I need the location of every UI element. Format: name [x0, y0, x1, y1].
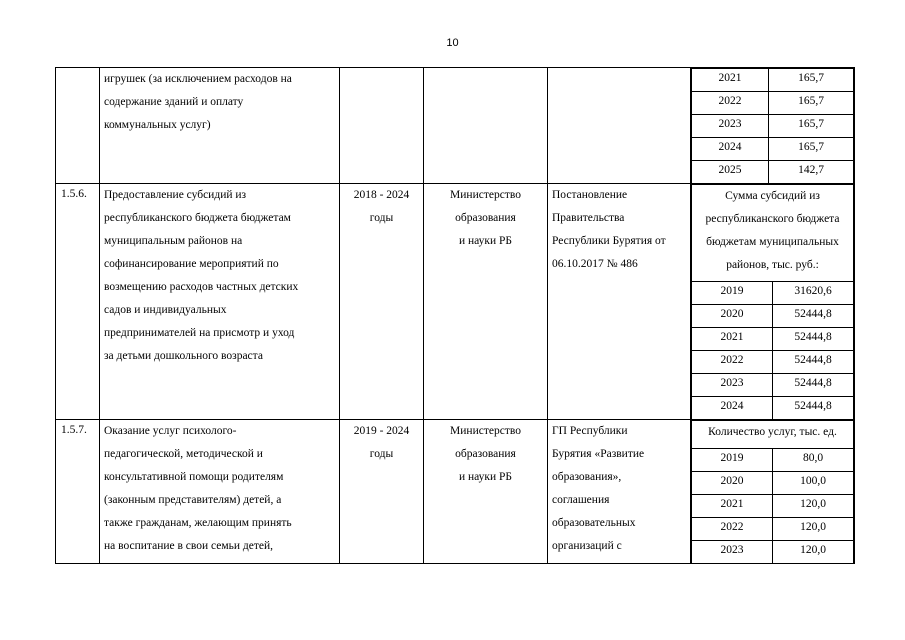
value-year: 2021 — [692, 328, 773, 351]
value-amount: 165,7 — [769, 69, 854, 92]
description-line: предпринимателей на присмотр и уход — [104, 327, 295, 339]
description-line: садов и индивидуальных — [104, 304, 227, 316]
value-row — [692, 397, 854, 420]
description-line: за детьми дошкольного возраста — [104, 350, 263, 362]
value-row — [692, 328, 854, 351]
value-amount: 100,0 — [773, 472, 854, 495]
description-line: содержание зданий и оплату — [104, 96, 244, 108]
value-row — [692, 472, 854, 495]
value-year: 2022 — [692, 351, 773, 374]
value-year: 2023 — [692, 541, 773, 564]
value-row — [692, 495, 854, 518]
period-line: годы — [369, 448, 394, 460]
values-header-line: Сумма субсидий из — [725, 190, 820, 202]
executor-line: образования — [455, 448, 516, 460]
indicator-values — [691, 420, 855, 564]
values-header-line: республиканского бюджета — [705, 213, 840, 225]
value-amount: 165,7 — [769, 92, 854, 115]
value-year: 2020 — [692, 472, 773, 495]
values-table — [691, 420, 854, 563]
document-line: Постановление — [552, 189, 628, 201]
document-line: 06.10.2017 № 486 — [552, 258, 638, 270]
description-line: муниципальным районов на — [104, 235, 243, 247]
value-row — [692, 161, 854, 184]
values-table — [691, 68, 854, 183]
value-year: 2022 — [692, 92, 769, 115]
responsible-executor — [424, 420, 548, 564]
legal-document — [548, 420, 691, 564]
measure-description — [100, 68, 340, 184]
document-line: Бурятия «Развитие — [552, 448, 645, 460]
measure-description — [100, 420, 340, 564]
executor-line: образования — [455, 212, 516, 224]
value-year: 2022 — [692, 518, 773, 541]
values-header-line: Количество услуг, тыс. ед. — [708, 426, 837, 438]
document-line: соглашения — [552, 494, 610, 506]
description-line: коммунальных услуг) — [104, 119, 211, 131]
document-line: ГП Республики — [552, 425, 628, 437]
document-line: Республики Бурятия от — [552, 235, 666, 247]
measures-table — [55, 67, 855, 564]
description-line: Предоставление субсидий из — [104, 189, 247, 201]
document-line: организаций с — [552, 540, 622, 552]
value-amount: 31620,6 — [773, 282, 854, 305]
value-year: 2023 — [692, 374, 773, 397]
value-amount: 142,7 — [769, 161, 854, 184]
description-line: Оказание услуг психолого- — [104, 425, 237, 437]
value-amount: 80,0 — [773, 449, 854, 472]
value-row — [692, 518, 854, 541]
value-amount: 52444,8 — [773, 328, 854, 351]
value-row — [692, 115, 854, 138]
value-year: 2020 — [692, 305, 773, 328]
value-row — [692, 138, 854, 161]
row-number — [56, 68, 100, 184]
value-year: 2023 — [692, 115, 769, 138]
value-amount: 120,0 — [773, 495, 854, 518]
description-line: педагогической, методической и — [104, 448, 263, 460]
description-line: на воспитание в свои семьи детей, — [104, 540, 274, 552]
value-amount: 52444,8 — [773, 351, 854, 374]
value-year: 2021 — [692, 69, 769, 92]
value-year: 2019 — [692, 449, 773, 472]
value-amount: 52444,8 — [773, 305, 854, 328]
value-amount: 120,0 — [773, 541, 854, 564]
executor-line: Министерство — [450, 425, 521, 437]
executor-line: Министерство — [450, 189, 521, 201]
description-line: республиканского бюджета бюджетам — [104, 212, 291, 224]
table-row — [56, 420, 855, 564]
implementation-period — [340, 184, 424, 420]
description-line: игрушек (за исключением расходов на — [104, 73, 292, 85]
value-row — [692, 305, 854, 328]
legal-document — [548, 184, 691, 420]
value-row — [692, 449, 854, 472]
indicator-values — [691, 184, 855, 420]
value-row — [692, 69, 854, 92]
value-amount: 165,7 — [769, 138, 854, 161]
table-row — [56, 68, 855, 184]
table-row — [56, 184, 855, 420]
period-line: годы — [369, 212, 394, 224]
value-year: 2021 — [692, 495, 773, 518]
value-row — [692, 282, 854, 305]
executor-line: и науки РБ — [458, 471, 513, 483]
description-line: возмещению расходов частных детских — [104, 281, 299, 293]
row-number: 1.5.6. — [56, 184, 100, 420]
implementation-period — [340, 420, 424, 564]
period-line: 2018 - 2024 — [353, 189, 410, 201]
description-line: консультативной помощи родителям — [104, 471, 284, 483]
values-table — [691, 184, 854, 419]
values-header — [692, 185, 854, 282]
document-line: образовательных — [552, 517, 636, 529]
period-line: 2019 - 2024 — [353, 425, 410, 437]
value-row — [692, 374, 854, 397]
values-header-line: районов, тыс. руб.: — [726, 259, 819, 271]
values-header-line: бюджетам муниципальных — [706, 236, 839, 248]
row-number: 1.5.7. — [56, 420, 100, 564]
value-year: 2024 — [692, 397, 773, 420]
page-number: 10 — [446, 37, 459, 49]
value-amount: 120,0 — [773, 518, 854, 541]
value-year: 2024 — [692, 138, 769, 161]
description-line: софинансирование мероприятий по — [104, 258, 279, 270]
responsible-executor — [424, 184, 548, 420]
document-line: Правительства — [552, 212, 625, 224]
value-amount: 165,7 — [769, 115, 854, 138]
document-line: образования», — [552, 471, 622, 483]
indicator-values — [691, 68, 855, 184]
values-header — [692, 421, 854, 449]
values-header-row — [692, 421, 854, 449]
executor-line: и науки РБ — [458, 235, 513, 247]
description-line: (законным представителям) детей, а — [104, 494, 282, 506]
value-row — [692, 541, 854, 564]
responsible-executor — [424, 68, 548, 184]
value-year: 2019 — [692, 282, 773, 305]
value-row — [692, 92, 854, 115]
values-header-row — [692, 185, 854, 282]
legal-document — [548, 68, 691, 184]
value-year: 2025 — [692, 161, 769, 184]
value-amount: 52444,8 — [773, 374, 854, 397]
measure-description — [100, 184, 340, 420]
value-amount: 52444,8 — [773, 397, 854, 420]
value-row — [692, 351, 854, 374]
description-line: также гражданам, желающим принять — [104, 517, 292, 529]
implementation-period — [340, 68, 424, 184]
